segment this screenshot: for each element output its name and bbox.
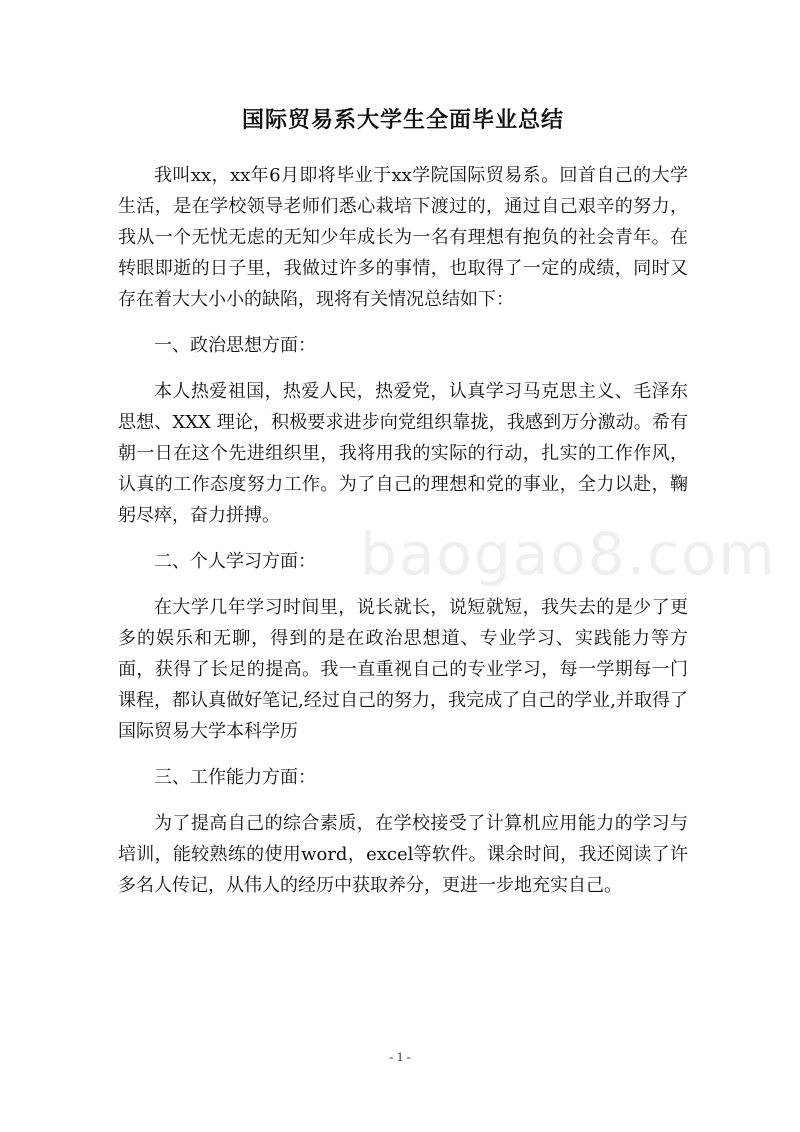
- section-heading-work: 三、工作能力方面：: [154, 767, 316, 788]
- watermark: baogao8.com: [360, 520, 777, 588]
- section-heading-study: 二、个人学习方面：: [154, 551, 316, 572]
- section-body-work: 为了提高自己的综合素质，在学校接受了计算机应用能力的学习与培训，能较熟练的使用word，excel等软件。课余时间，我还阅读了许多名人传记，从伟人的经历中获取养分，更进一步地充实自己。: [118, 813, 688, 896]
- document-content: [118, 100, 688, 916]
- page-number: - 1 -: [389, 1049, 411, 1064]
- section-heading-politics: 一、政治思想方面：: [154, 335, 316, 356]
- intro-paragraph: 我叫xx，xx年6月即将毕业于xx学院国际贸易系。回首自己的大学生活，是在学校领导老师们悉心栽培下渡过的，通过自己艰辛的努力，我从一个无忧无虑的无知少年成长为一名有理想有抱负的社会青年。在转眼即逝的日子里，我做过许多的事情，也取得了一定的成绩，同时又存在着大大小小的缺陷，现将有关情况总结如下：: [118, 165, 688, 310]
- section-body-study: 在大学几年学习时间里，说长就长，说短就短，我失去的是少了更多的娱乐和无聊，得到的是在政治思想道、专业学习、实践能力等方面，获得了长足的提高。我一直重视自己的专业学习，每一学期每一门课程，都认真做好笔记,经过自己的努力，我完成了自己的学业,并取得了国际贸易大学本科学历: [118, 597, 688, 742]
- document-title: 国际贸易系大学生全面毕业总结: [241, 107, 564, 133]
- section-body-politics: 本人热爱祖国，热爱人民，热爱党，认真学习马克思主义、毛泽东思想、XXX 理论，积极要求进步向党组织靠拢，我感到万分激动。希有朝一日在这个先进组织里，我将用我的实际的行动，扎实的工作作风，认真的工作态度努力工作。为了自己的理想和党的事业，全力以赴，鞠躬尽瘁，奋力拼搏。: [118, 381, 688, 526]
